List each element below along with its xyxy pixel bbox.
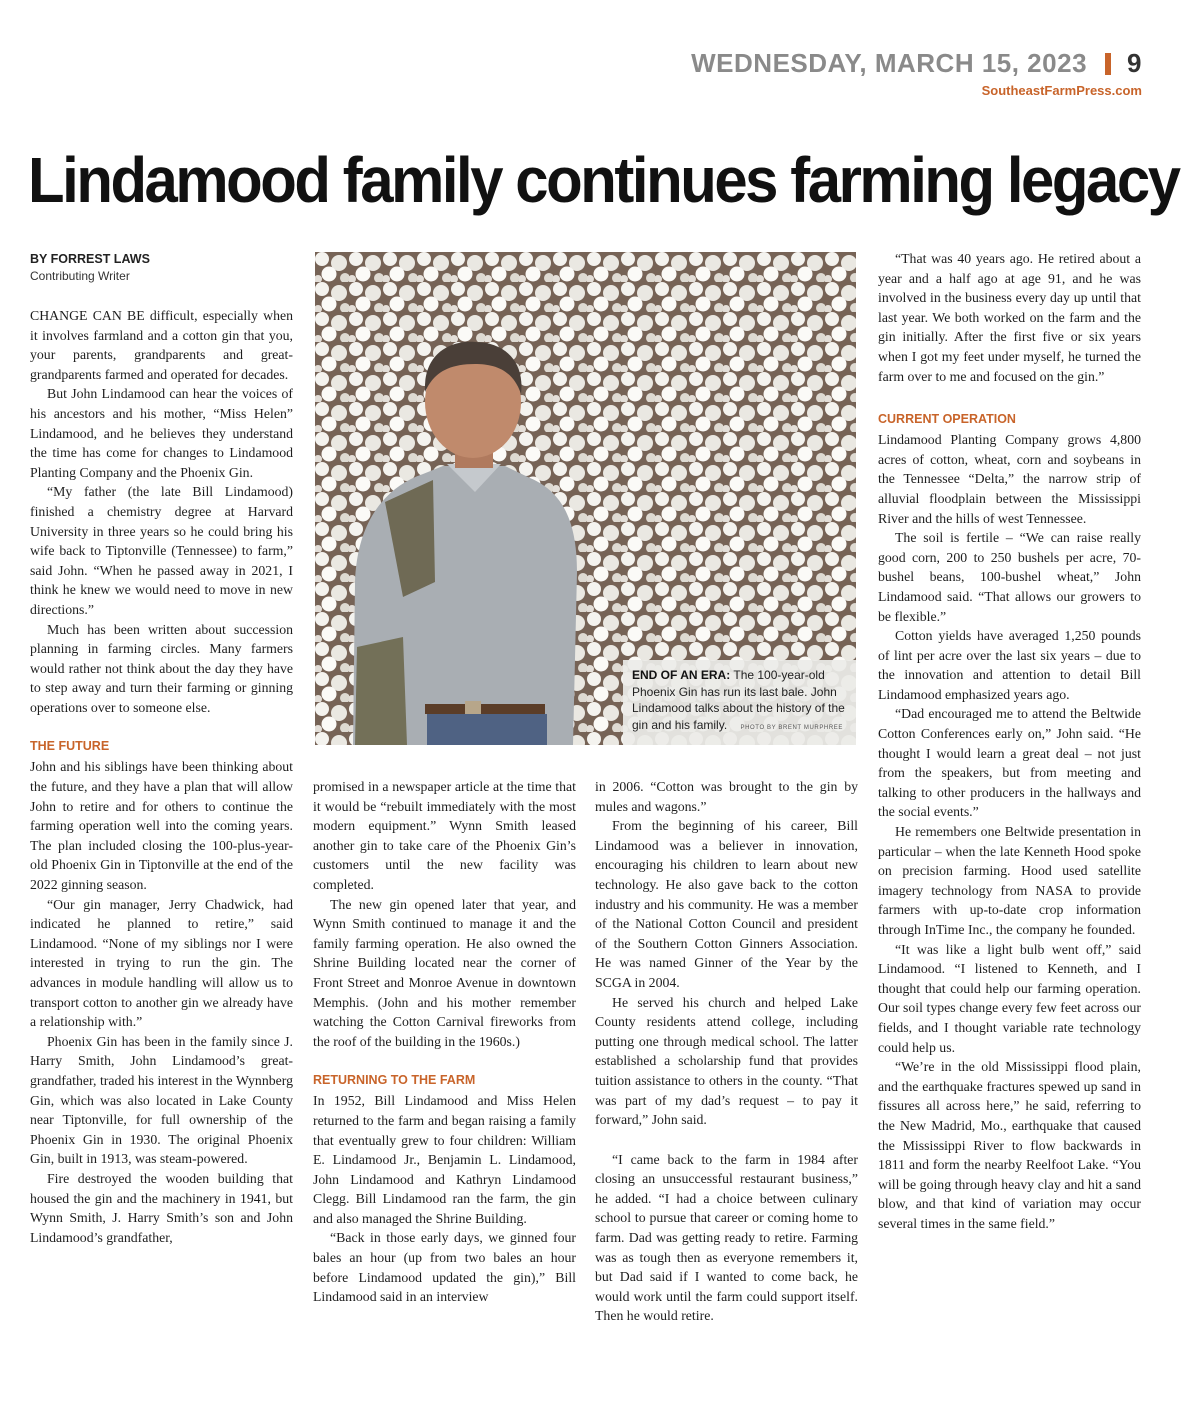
paragraph: John and his siblings have been thinking about the future, and they have a plan that will allow John to retire and for others to continue the farming operation well into the coming years. The plan included closing the 100-plus-year-old Phoenix Gin in Tiptonville at the end of the 2022 ginning season. [30, 759, 293, 893]
issue-date: WEDNESDAY, MARCH 15, 2023 [691, 48, 1088, 78]
paragraph: “We’re in the old Mississippi flood plain, and the earthquake fractures spewed up sand in fissures all across here,” he said, referring to the New Madrid, Mo., earthquake that caused the Mississippi River to flow backwards in 1811 and form the nearby Reelfoot Lake. “You will be going through heavy clay and hit a sand blow, and that kind of variation may occur several times in the same field.” [878, 1059, 1141, 1231]
paragraph: in 2006. “Cotton was brought to the gin by mules and wagons.” [595, 779, 858, 814]
photo-credit: PHOTO BY BRENT MURPHREE [740, 724, 843, 731]
site-url[interactable]: SoutheastFarmPress.com [981, 83, 1142, 98]
cotton-field-photo [315, 252, 856, 745]
paragraph: The soil is fertile – “We can raise really good corn, 200 to 250 bushels per acre, 70-bushel beans, 100-bushel wheat,” John Lindamood said. “That allows our growers to be flexible.” [878, 530, 1141, 624]
paragraph: Cotton yields have averaged 1,250 pounds of lint per acre over the last six years – due to the innovation and attention to detail Bill Lindamood emphasized years ago. [878, 628, 1141, 702]
paragraph: CHANGE CAN BE difficult, especially when it involves farmland and a cotton gin that you, your parents, grandparents and great-grandparents farmed and operated for decades. [30, 308, 293, 382]
section-heading-current: CURRENT OPERATION [878, 412, 1016, 427]
byline-author: BY FORREST LAWS [30, 252, 150, 266]
paragraph: “My father (the late Bill Lindamood) finished a chemistry degree at Harvard University in three years so he could bring his wife back to Tiptonville (Tennessee) to farm,” said John. “When he passed away in 2021, I think he knew we would need to move in new directions.” [30, 484, 293, 617]
caption-title: END OF AN ERA: [632, 668, 731, 682]
byline-role: Contributing Writer [30, 269, 130, 283]
page-number: 9 [1127, 48, 1142, 78]
paragraph: “Our gin manager, Jerry Chadwick, had indicated he planned to retire,” said Lindamood. “None of my siblings nor I were interested in trying to run the gin. The advances in module handling will allow us to transport cotton to another gin we already have a relationship with.” [30, 896, 293, 1030]
paragraph: Fire destroyed the wooden building that housed the gin and the machinery in 1941, but Wynn Smith, J. Harry Smith’s son and John Lindamood’s grandfather, [30, 1170, 293, 1245]
caption-text: The 100-year-old Phoenix Gin has run its last bale. John Lindamood talks about the history of the gin and his family. [632, 668, 845, 732]
section-heading-returning: RETURNING TO THE FARM [313, 1073, 476, 1088]
paragraph: “It was like a light bulb went off,” said Lindamood. “I listened to Kenneth, and I thought that could help our farming operation. Our soil types change every few feet across our fields, and I thought variable rate technology could help us. [878, 941, 1141, 1055]
paragraph: The new gin opened later that year, and Wynn Smith continued to manage it and the family farming operation. He also owned the Shrine Building located near the corner of Front Street and Monroe Avenue in downtown Memphis. (John and his mother remember watching the Cotton Carnival fireworks from the roof of the building in the 1960s.) [313, 896, 576, 1049]
article-column-3 [595, 777, 858, 1326]
paragraph: Phoenix Gin has been in the family since J. Harry Smith, John Lindamood’s great-grandfather, traded his interest in the Wynnberg Gin, which was also located in Lake County near Tiptonville, for full ownership of the Phoenix Gin in 1930. The original Phoenix Gin, built in 1913, was steam-powered. [30, 1033, 293, 1167]
paragraph: “Dad encouraged me to attend the Beltwide Cotton Conferences early on,” John said. “He thought I would learn a great deal – not just from the speakers, but from meeting and talking to other producers in the hallways and the social events.” [878, 706, 1141, 820]
article-column-2 [313, 777, 576, 1307]
paragraph: promised in a newspaper article at the time that it would be “rebuilt immediately with the most modern equipment.” Wynn Smith leased another gin to take care of the Phoenix Gin’s customers until the new facility was completed. [313, 779, 576, 892]
article-column-1 [30, 251, 293, 1247]
paragraph: He remembers one Beltwide presentation in particular – when the late Kenneth Hood spoke on precision farming. Hood used satellite imagery technology from NASA to provide farmers with up-to-date crop information through InTime Inc., the company he founded. [878, 824, 1141, 937]
paragraph: In 1952, Bill Lindamood and Miss Helen returned to the farm and began raising a family that eventually grew to four children: William E. Lindamood Jr., Benjamin L. Lindamood, John Lindamood and Kathryn Lindamood Clegg. Bill Lindamood ran the farm, the gin and also managed the Shrine Building. [313, 1093, 576, 1226]
paragraph: Much has been written about succession planning in farming circles. Many farmers would rather not think about the day they have to step away and turn their farming or ginning operations over to someone else. [30, 621, 293, 715]
photo-caption [623, 660, 856, 745]
orange-divider-bar [1105, 53, 1111, 75]
paragraph: But John Lindamood can hear the voices of his ancestors and his mother, “Miss Helen” Lindamood, and he believes they understand the time has come for changes to Lindamood Planting Company and the Phoenix Gin. [30, 386, 293, 480]
headline: Lindamood family continues farming legacy [28, 144, 1179, 216]
section-heading-future: THE FUTURE [30, 739, 110, 754]
paragraph: Lindamood Planting Company grows 4,800 acres of cotton, wheat, corn and soybeans in the Tennessee “Delta,” the narrow strip of alluvial floodplain between the Mississippi River and the hills of west Tennessee. [878, 432, 1141, 526]
paragraph: He served his church and helped Lake County residents attend college, including putting one through medical school. The latter established a scholarship fund that provides tuition assistance to others in the county. “That was part of my dad’s request – to pay it forward,” John said. [595, 994, 858, 1128]
article-column-4 [878, 249, 1141, 1234]
issue-date-line [691, 48, 1142, 79]
paragraph: “I came back to the farm in 1984 after closing an unsuccessful restaurant business,” he added. “I had a choice between culinary school to pursue that career or coming home to farm. Dad was getting ready to retire. Farming was as tough then as everyone remembers it, but Dad said if I wanted to come back, he would work until the farm could support itself. Then he would retire. [595, 1151, 858, 1324]
paragraph: “That was 40 years ago. He retired about a year and a half ago at age 91, and he was involved in the business every day up until that last year. We both worked on the farm and the gin initially. After the first five or six years when I got my feet under myself, he turned the farm over to me and focused on the gin.” [878, 251, 1141, 384]
paragraph: “Back in those early days, we ginned four bales an hour (up from two bales an hour before Lindamood updated the gin),” Bill Lindamood said in an interview [313, 1230, 576, 1305]
paragraph: From the beginning of his career, Bill Lindamood was a believer in innovation, encouraging his children to learn about new technology. He also gave back to the cotton industry and his community. He was a member of the National Cotton Council and president of the Southern Cotton Ginners Association. He was named Ginner of the Year by the SCGA in 2004. [595, 818, 858, 990]
